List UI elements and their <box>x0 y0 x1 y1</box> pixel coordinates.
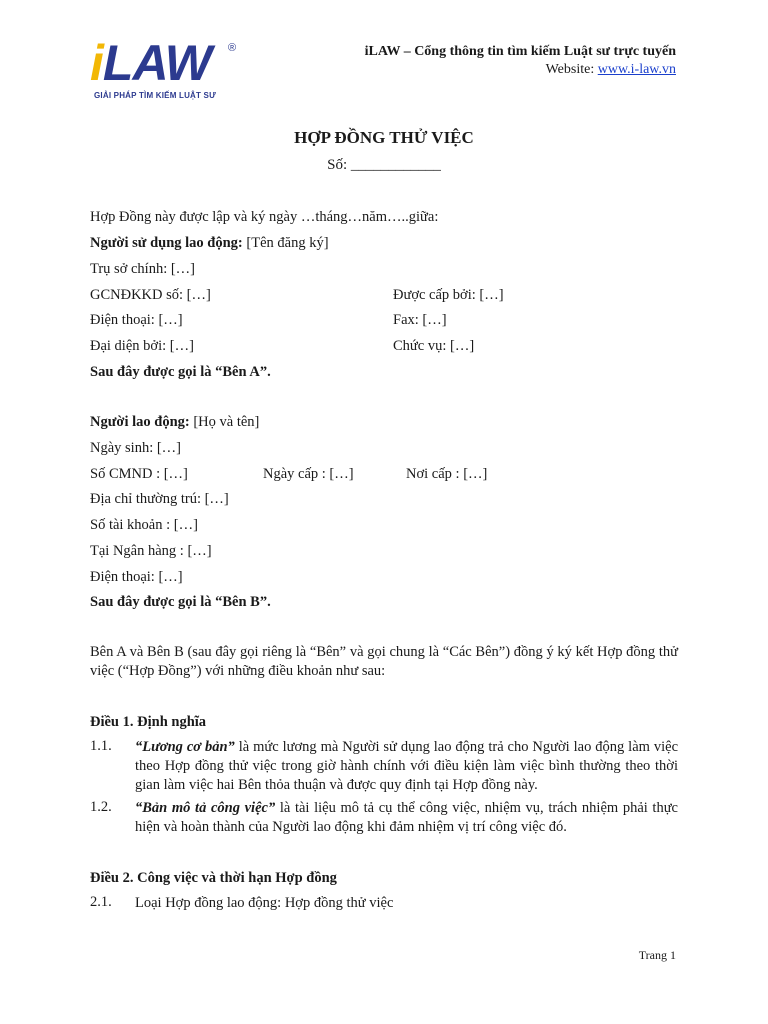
position: Chức vụ: […] <box>393 338 475 354</box>
clause-body: là tài liệu mô tả cụ thể công việc, nhiệm vụ, trách nhiệm phải thực hiện và hoàn thành của Người lao động khi đảm nhiệm vị trí công việc đó. <box>135 800 678 835</box>
clause-text <box>135 799 678 837</box>
representative: Đại diện bởi: […] <box>90 338 194 354</box>
logo-tagline: GIẢI PHÁP TÌM KIẾM LUẬT SƯ <box>94 91 216 100</box>
bank-name: Tại Ngân hàng : […] <box>90 543 212 559</box>
article-1-heading: Điều 1. Định nghĩa <box>90 714 207 730</box>
party-a-hereinafter: Sau đây được gọi là “Bên A”. <box>90 364 271 380</box>
issued-by: Được cấp bởi: […] <box>393 287 504 303</box>
id-issue-date: Ngày cấp : […] <box>263 466 354 482</box>
document-title: HỢP ĐỒNG THỬ VIỆC <box>294 128 474 147</box>
logo-wordmark: iLAW <box>90 35 211 91</box>
party-b-hereinafter: Sau đây được gọi là “Bên B”. <box>90 594 271 610</box>
employer-label: Người sử dụng lao động: <box>90 235 243 251</box>
employer-value: [Tên đăng ký] <box>242 235 329 251</box>
employee-line <box>90 413 259 431</box>
page-number: Trang 1 <box>638 948 676 962</box>
website-link[interactable]: www.i-law.vn <box>597 62 676 77</box>
article-2-heading: Điều 2. Công việc và thời hạn Hợp đồng <box>90 870 337 886</box>
clause-number: 2.1. <box>90 894 112 910</box>
employee-phone: Điện thoại: […] <box>90 569 183 585</box>
clause-body: là mức lương mà Người sử dụng lao động trả cho Người lao động làm việc theo Hợp đồng thử việc trong giờ hành chính với điều kiện làm việc bình thường theo thời gian làm việc hai Bên thỏa thuận và được quy định tại Hợp đồng này. <box>135 739 678 793</box>
site-title: iLAW – Cổng thông tin tìm kiếm Luật sư trực tuyến <box>364 44 676 59</box>
agreement-paragraph: Bên A và Bên B (sau đây gọi riêng là “Bên” và gọi chung là “Các Bên”) đồng ý ký kết Hợp đồng thử việc (“Hợp Đồng”) với những điều khoản như sau: <box>90 644 678 679</box>
clause-number: 1.2. <box>90 799 112 815</box>
id-number: Số CMND : […] <box>90 466 188 482</box>
business-reg: GCNĐKKD số: […] <box>90 287 211 303</box>
bank-account: Số tài khoản : […] <box>90 517 198 533</box>
employer-phone: Điện thoại: […] <box>90 312 183 328</box>
ilaw-logo[interactable] <box>90 35 240 104</box>
employee-value: [Họ và tên] <box>189 414 260 430</box>
clause-text: Loại Hợp đồng lao động: Hợp đồng thử việc <box>135 895 394 911</box>
date-of-birth: Ngày sinh: […] <box>90 440 182 456</box>
employer-fax: Fax: […] <box>393 312 447 328</box>
clause-number: 1.1. <box>90 738 112 754</box>
website-label: Website: <box>545 62 598 77</box>
head-office: Trụ sở chính: […] <box>90 261 196 277</box>
clause-term: “Lương cơ bản” <box>135 739 235 755</box>
intro-line: Hợp Đồng này được lập và ký ngày …tháng…năm…..giữa: <box>90 209 439 225</box>
id-issue-place: Nơi cấp : […] <box>406 466 488 482</box>
clause-term: “Bản mô tả công việc” <box>135 800 276 816</box>
employer-line <box>90 234 329 252</box>
clause-text <box>135 738 678 795</box>
registered-mark-icon: ® <box>228 42 237 54</box>
document-number: Số: ____________ <box>327 157 441 173</box>
permanent-address: Địa chỉ thường trú: […] <box>90 491 229 507</box>
employee-label: Người lao động: <box>90 414 190 430</box>
website-line <box>546 62 676 78</box>
